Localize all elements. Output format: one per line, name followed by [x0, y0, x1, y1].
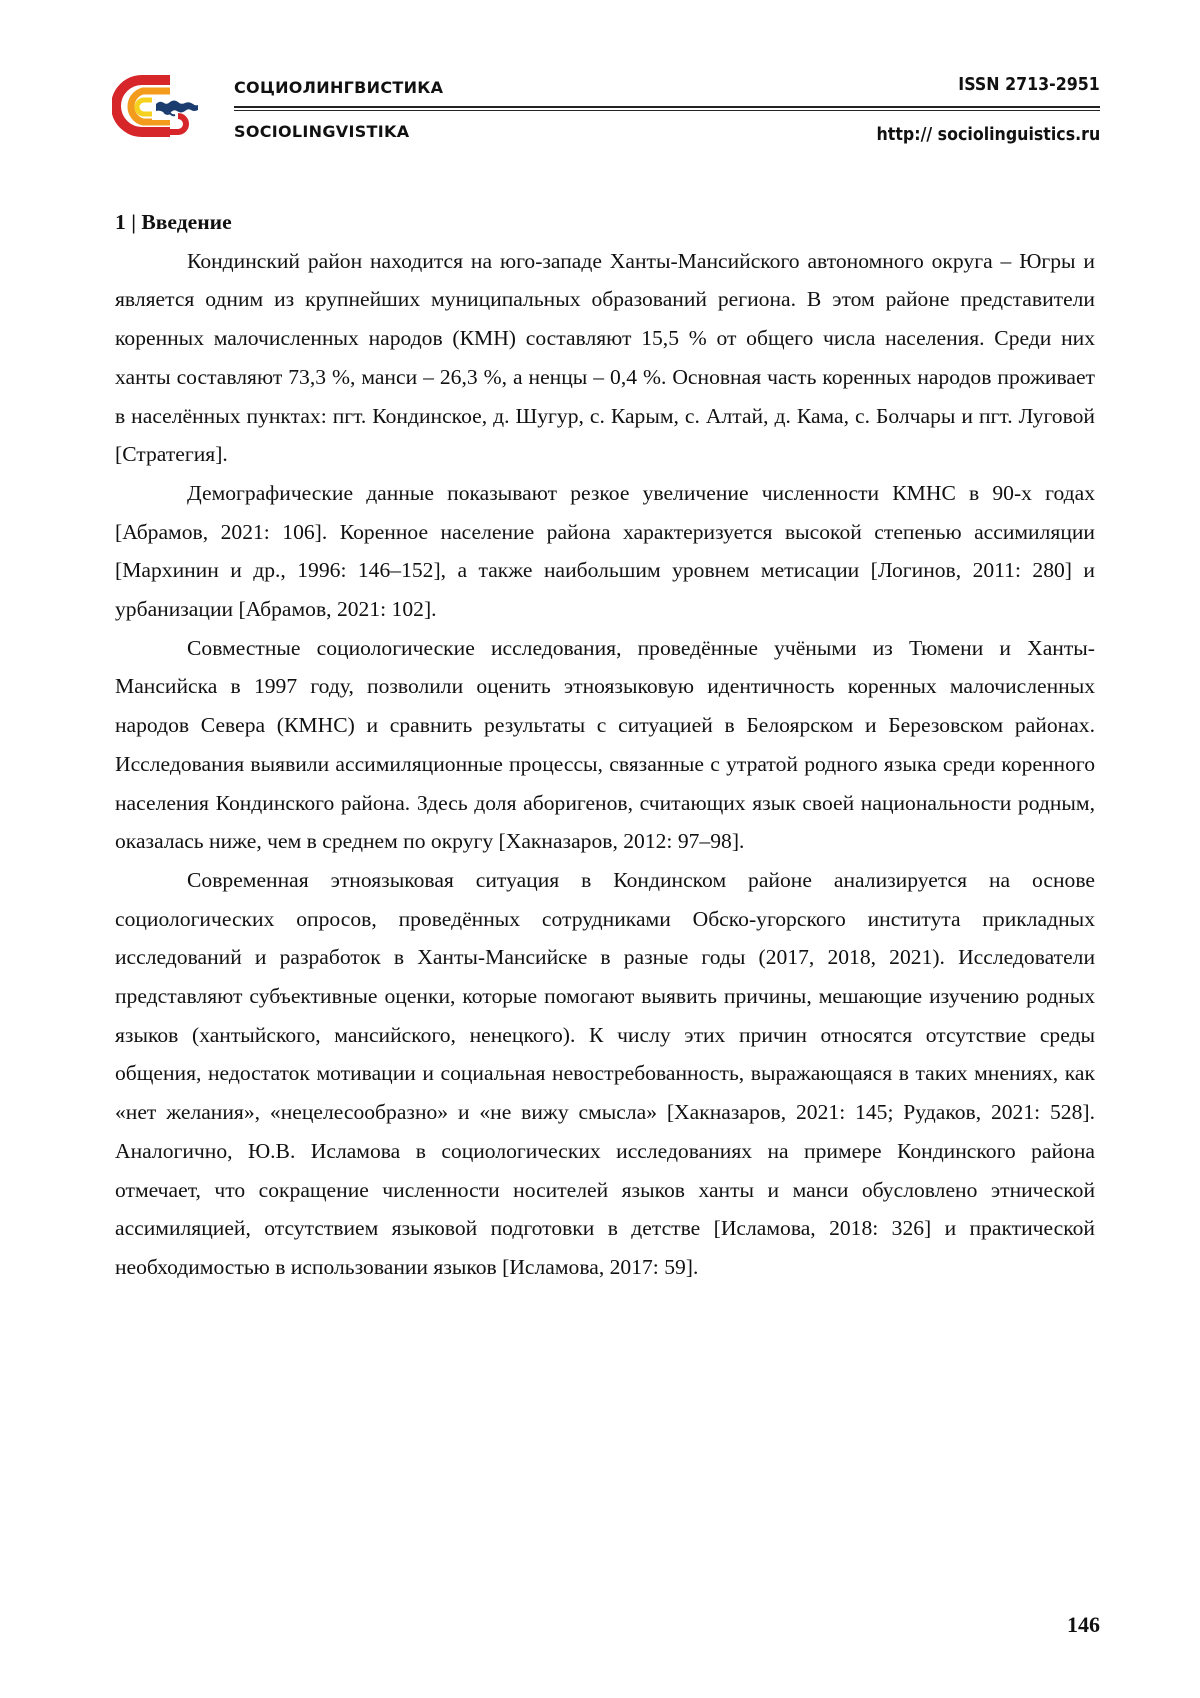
journal-title-ru: СОЦИОЛИНГВИСТИКА	[234, 78, 444, 97]
issn-label: ISSN 2713-2951	[958, 74, 1100, 95]
paragraph: Демографические данные показывают резкое увеличение численности КМНС в 90-х годах [Абрамов, 2021: 106]. Коренное население района характеризуется высокой степенью ассимиляции [Мархинин и др., 1996: 146–152], а также наибольшим уровнем метисации [Логинов, 2011: 280] и урбанизации [Абрамов, 2021: 102].	[115, 480, 1095, 622]
article-body	[115, 203, 1095, 1287]
page-number: 146	[1067, 1612, 1100, 1637]
journal-url-link[interactable]: http:// sociolinguistics.ru	[876, 124, 1100, 145]
paragraph: Совместные социологические исследования, проведённые учёными из Тюмени и Ханты-Мансийска в 1997 году, позволили оценить этноязыковую идентичность коренных малочисленных народов Севера (КМНС) и сравнить результаты с ситуацией в Белоярском и Березовском районах. Исследования выявили ассимиляционные процессы, связанные с утратой родного языка среди коренного населения Кондинского района. Здесь доля аборигенов, считающих язык своей национальности родным, оказалась ниже, чем в среднем по округу [Хакназаров, 2012: 97–98].	[115, 635, 1095, 854]
paragraph: Кондинский район находится на юго-западе Ханты-Мансийского автономного округа – Югры и является одним из крупнейших муниципальных образований региона. В этом районе представители коренных малочисленных народов (КМН) составляют 15,5 % от общего числа населения. Среди них ханты составляют 73,3 %, манси – 26,3 %, а ненцы – 0,4 %. Основная часть коренных народов проживает в населённых пунктах: пгт. Кондинское, д. Шугур, с. Карым, с. Алтай, д. Кама, с. Болчары и пгт. Луговой [Стратегия].	[115, 248, 1095, 467]
journal-title-en: SOCIOLINGVISTIKA	[234, 122, 410, 141]
journal-logo-icon	[112, 74, 212, 154]
page-header	[112, 70, 1100, 160]
section-heading: 1 | Введение	[115, 210, 232, 234]
paragraph: Современная этноязыковая ситуация в Кондинском районе анализируется на основе социологических опросов, проведённых сотрудниками Обско-угорского института прикладных исследований и разработок в Ханты-Мансийске в разные годы (2017, 2018, 2021). Исследователи представляют субъективные оценки, которые помогают выявить причины, мешающие изучению родных языков (хантыйского, мансийского, ненецкого). К числу этих причин относятся отсутствие среды общения, недостаток мотивации и социальная невостребованность, выражающаяся в таких мнениях, как «нет желания», «нецелесообразно» и «не вижу смысла» [Хакназаров, 2021: 145; Рудаков, 2021: 528]. Аналогично, Ю.В. Исламова в социологических исследованиях на примере Кондинского района отмечает, что сокращение численности носителей языков ханты и манси обусловлено этнической ассимиляцией, отсутствием языковой подготовки в детстве [Исламова, 2018: 326] и практической необходимостью в использовании языков [Исламова, 2017: 59].	[115, 867, 1095, 1279]
header-rule	[234, 106, 1100, 112]
